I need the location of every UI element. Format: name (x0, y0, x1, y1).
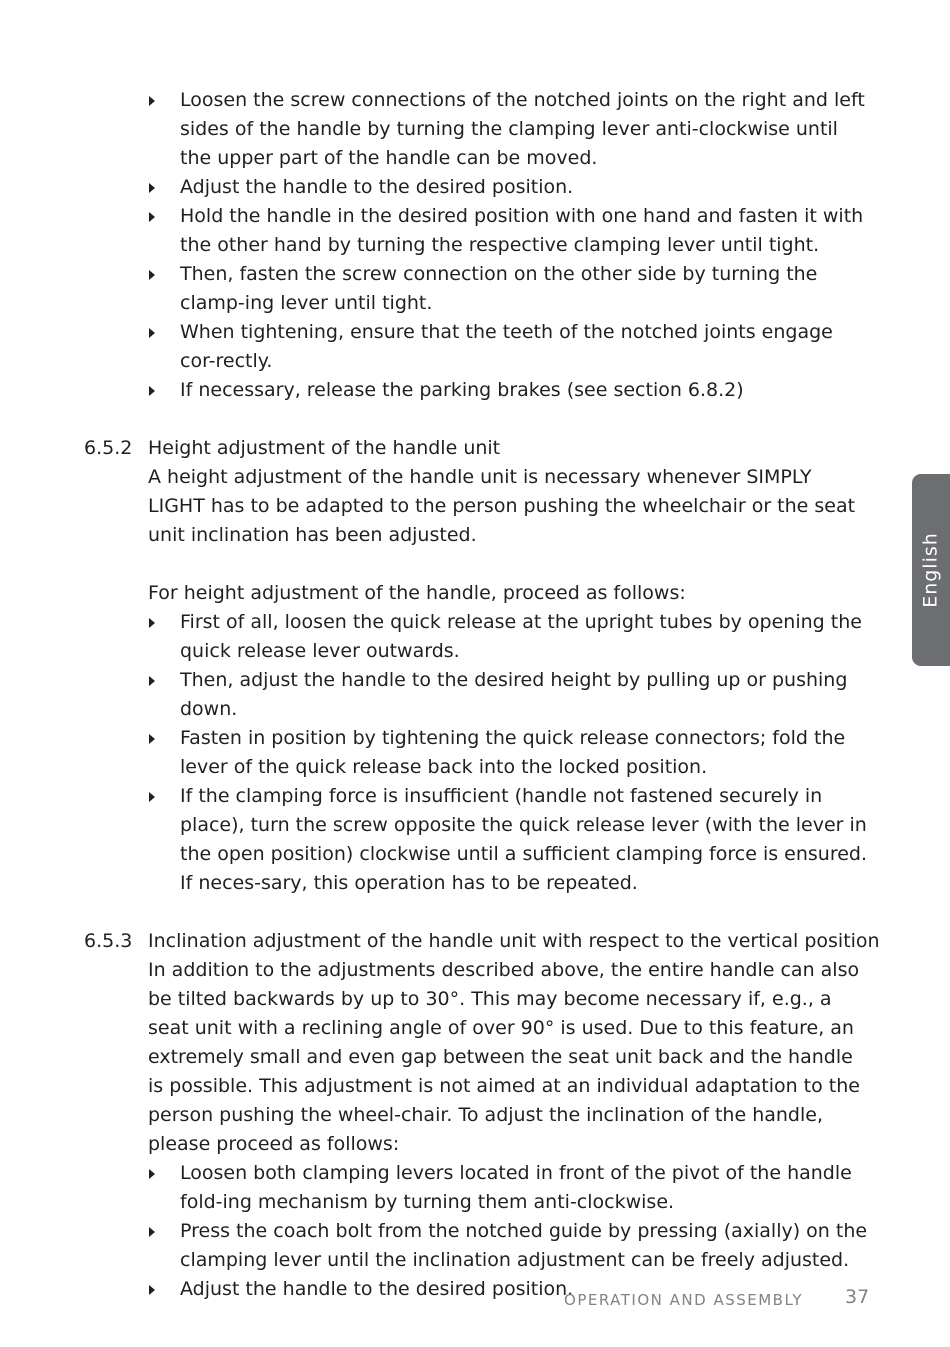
list-item: Loosen both clamping levers located in front of the pivot of the handle fold-ing mechanism by turning them anti-clockwise. (180, 1159, 870, 1217)
section-title: Inclination adjustment of the handle unit with respect to the vertical position (148, 930, 880, 952)
list-item: Press the coach bolt from the notched guide by pressing (axially) on the clamping lever until the inclination adjustment can be freely adjusted. (180, 1217, 870, 1275)
section-number: 6.5.2 (84, 437, 133, 459)
bullet-triangle-icon (149, 270, 155, 280)
list-item: Adjust the handle to the desired position. (180, 173, 870, 202)
bullet-triangle-icon (149, 1227, 155, 1237)
list-item: Then, fasten the screw connection on the other side by turning the clamp-ing lever until tight. (180, 260, 870, 318)
bullet-triangle-icon (149, 183, 155, 193)
bullet-triangle-icon (149, 1169, 155, 1179)
list-item: Then, adjust the handle to the desired height by pulling up or pushing down. (180, 666, 870, 724)
section-6-5-2 (0, 434, 950, 898)
list-item: Hold the handle in the desired position with one hand and fasten it with the other hand by turning the respective clamping lever until tight. (180, 202, 870, 260)
height-adjustment-bullet-list (0, 608, 870, 898)
footer-section-title: OPERATION AND ASSEMBLY (564, 1291, 803, 1309)
bullet-triangle-icon (149, 328, 155, 338)
list-item: Adjust the handle to the desired position. (180, 1275, 870, 1304)
bullet-triangle-icon (149, 386, 155, 396)
bullet-triangle-icon (149, 212, 155, 222)
procedure-subheading: For height adjustment of the handle, proceed as follows: (148, 582, 686, 604)
list-item: Fasten in position by tightening the quick release connectors; fold the lever of the quick release back into the locked position. (180, 724, 870, 782)
list-item: Loosen the screw connections of the notched joints on the right and left sides of the handle by turning the clamping lever anti-clockwise until the upper part of the handle can be moved. (180, 86, 870, 173)
list-item: If the clamping force is insufficient (handle not fastened securely in place), turn the screw opposite the quick release lever (with the lever in the open position) clockwise until a sufficient clamping force is ensured. If neces-sary, this operation has to be repeated. (180, 782, 870, 898)
page-number: 37 (845, 1286, 870, 1308)
bullet-triangle-icon (149, 676, 155, 686)
list-item: If necessary, release the parking brakes (see section 6.8.2) (180, 376, 870, 405)
page-content (0, 86, 950, 1304)
bullet-triangle-icon (149, 618, 155, 628)
language-tab (912, 474, 950, 666)
list-item: First of all, loosen the quick release at the upright tubes by opening the quick release lever outwards. (180, 608, 870, 666)
page-footer (0, 1283, 950, 1309)
bullet-triangle-icon (149, 792, 155, 802)
section-paragraph: A height adjustment of the handle unit is necessary whenever SIMPLY LIGHT has to be adapted to the person pushing the wheelchair or the seat unit inclination has been adjusted. (148, 466, 856, 546)
section-title: Height adjustment of the handle unit (148, 437, 501, 459)
language-tab-label: English (919, 532, 942, 608)
list-item: When tightening, ensure that the teeth of the notched joints engage cor-rectly. (180, 318, 870, 376)
bullet-triangle-icon (149, 96, 155, 106)
intro-bullet-list (0, 86, 870, 405)
section-number: 6.5.3 (84, 930, 133, 952)
section-6-5-3 (0, 927, 950, 1304)
bullet-triangle-icon (149, 734, 155, 744)
section-paragraph: In addition to the adjustments described above, the entire handle can also be tilted backwards by up to 30°. This may become necessary if, e.g., a seat unit with a reclining angle of over 90° is used. Due to this feature, an extremely small and even gap between the seat unit back and the handle is possible. This adjustment is not aimed at an individual adaptation to the person pushing the wheel-chair. To adjust the inclination of the handle, please proceed as follows: (148, 959, 860, 1155)
